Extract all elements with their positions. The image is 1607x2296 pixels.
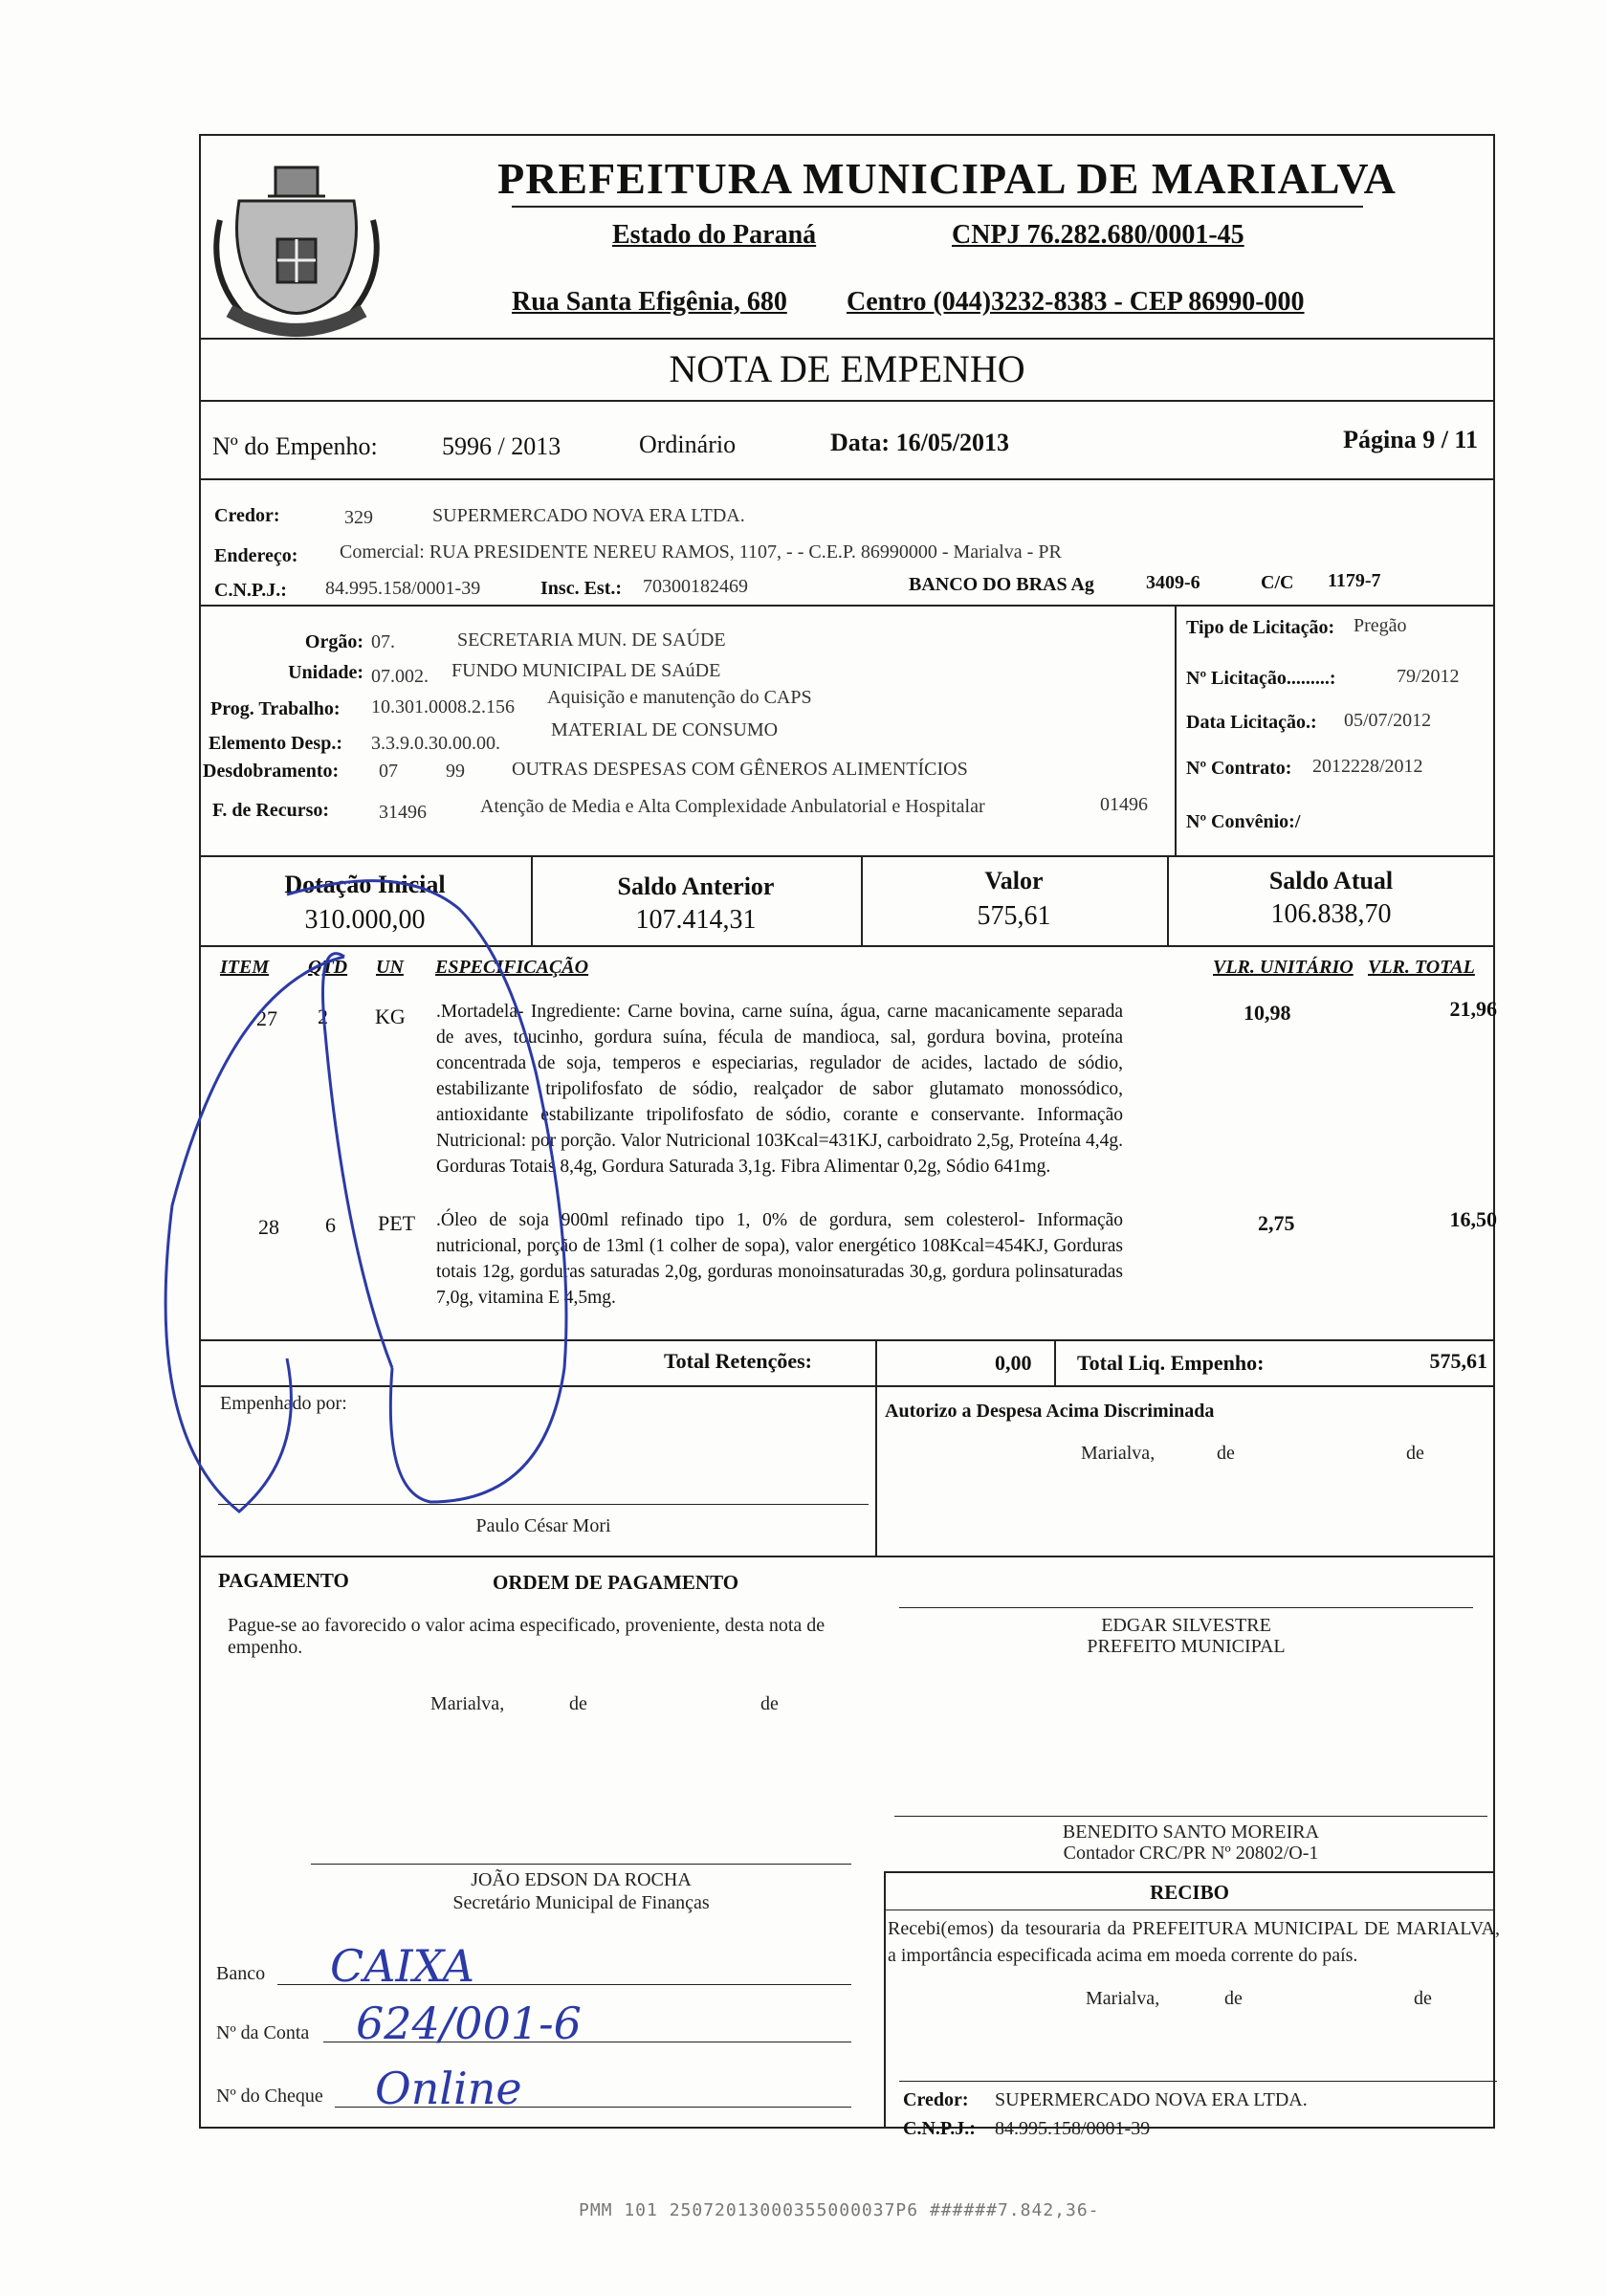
unidade-name: FUNDO MUNICIPAL DE SAúDE: [451, 660, 721, 681]
prog-name: Aquisição e manutenção do CAPS: [547, 687, 812, 708]
prog-code: 10.301.0008.2.156: [371, 696, 515, 718]
recurso-number: 01496: [1100, 794, 1148, 815]
licitacao-number: 79/2012: [1397, 666, 1460, 687]
empenho-label: Nº do Empenho:: [212, 432, 378, 460]
total-liq-value: 575,61: [1429, 1349, 1487, 1373]
orgao-code: 07.: [371, 631, 395, 652]
recurso-label: F. de Recurso:: [212, 800, 330, 821]
elemento-label: Elemento Desp.:: [209, 733, 342, 754]
secretario-title: Secretário Municipal de Finanças: [452, 1892, 710, 1913]
recibo-credor-name: SUPERMERCADO NOVA ERA LTDA.: [995, 2089, 1308, 2110]
empenhado-name: Paulo César Mori: [475, 1515, 611, 1536]
recibo-text: Recebi(emos) da tesouraria da PREFEITURA MUNICIPAL DE MARIALVA, a importância especificada acima em moeda corrente do país.: [888, 1918, 1500, 1966]
cnpj-label: C.N.P.J.:: [214, 580, 287, 601]
item-28-total: 16,50: [1449, 1207, 1497, 1231]
credor-label: Credor:: [214, 505, 280, 526]
recibo-cnpj-value: 84.995.158/0001-39: [995, 2118, 1151, 2139]
item-27-qty: 2: [318, 1004, 328, 1028]
desdobramento-a: 07: [379, 761, 398, 782]
retencoes-label: Total Retenções:: [664, 1349, 812, 1373]
saldo-atual-value: 106.838,70: [1270, 899, 1392, 929]
title-underline: [512, 206, 1363, 208]
page-number: Página 9 / 11: [1343, 426, 1478, 453]
bank-agency: 3409-6: [1146, 572, 1200, 593]
valor-value: 575,61: [977, 901, 1051, 931]
licitacao-type-label: Tipo de Licitação:: [1186, 617, 1335, 638]
cc-value: 1179-7: [1328, 570, 1381, 591]
convenio-label: Nº Convênio:/: [1186, 811, 1301, 832]
saldo-anterior-value: 107.414,31: [635, 905, 757, 935]
empenhado-label: Empenhado por:: [220, 1393, 347, 1414]
endereco-label: Endereço:: [214, 545, 298, 566]
bank-name: BANCO DO BRAS Ag: [909, 574, 1094, 595]
address-street: Rua Santa Efigênia, 680: [512, 287, 787, 317]
recibo-title: RECIBO: [1150, 1881, 1229, 1904]
empenho-type: Ordinário: [639, 430, 737, 458]
col-un: UN: [376, 957, 404, 978]
licitacao-number-label: Nº Licitação.........:: [1186, 668, 1336, 689]
secretario-name: JOÃO EDSON DA ROCHA: [471, 1869, 692, 1890]
autorizo-text: Autorizo a Despesa Acima Discriminada: [885, 1401, 1215, 1422]
municipality-cnpj: CNPJ 76.282.680/0001-45: [952, 220, 1244, 250]
contador-title: Contador CRC/PR Nº 20802/O-1: [1063, 1843, 1319, 1864]
unidade-label: Unidade:: [288, 662, 363, 683]
elemento-code: 3.3.9.0.30.00.00.: [371, 733, 500, 754]
licitacao-type: Pregão: [1354, 615, 1407, 636]
secretario-signature-line: [311, 1864, 851, 1865]
dotacao-inicial-label: Dotação Inicial: [284, 871, 446, 898]
licitacao-date: 05/07/2012: [1344, 710, 1432, 731]
contador-name: BENEDITO SANTO MOREIRA: [1062, 1821, 1320, 1843]
valor-label: Valor: [984, 867, 1044, 894]
empenhado-signature-line: [218, 1504, 869, 1505]
elemento-name: MATERIAL DE CONSUMO: [551, 719, 779, 740]
item-28-description: .Óleo de soja 900ml refinado tipo 1, 0% de gordura, sem colesterol- Informação nutricional, porção de 13ml (1 colher de sopa), valor energético 108Kcal=454KJ, Gorduras totais 12g, gorduras saturadas 2,0g, gorduras monoinsaturadas 30,g, gordura polinsaturadas 7,0g, vitamina E 4,5mg.: [436, 1210, 1123, 1308]
item-27-unit: KG: [375, 1004, 406, 1028]
recibo-signature-line: [899, 2081, 1497, 2082]
licitacao-date-label: Data Licitação.:: [1186, 712, 1317, 733]
recibo-cnpj-label: C.N.P.J.:: [903, 2118, 976, 2139]
saldo-atual-label: Saldo Atual: [1268, 867, 1394, 894]
pagamento-label: PAGAMENTO: [218, 1569, 349, 1592]
empenho-date: Data: 16/05/2013: [830, 429, 1010, 456]
orgao-name: SECRETARIA MUN. DE SAÚDE: [457, 629, 726, 651]
credor-cnpj: 84.995.158/0001-39: [325, 578, 481, 599]
municipality-title: PREFEITURA MUNICIPAL DE MARIALVA: [497, 154, 1397, 203]
insc-value: 70300182469: [643, 576, 748, 597]
recibo-de-1: de: [1224, 1988, 1243, 2009]
recurso-code: 31496: [379, 802, 427, 823]
contador-signature-line: [894, 1816, 1487, 1817]
pague-se-text: Pague-se ao favorecido o valor acima especificado, proveniente, desta nota de empenho.: [228, 1615, 826, 1658]
conta-label: Nº da Conta: [216, 2022, 310, 2043]
item-28-number: 28: [258, 1215, 279, 1239]
autorizo-de-1: de: [1217, 1443, 1235, 1464]
col-qtd: QTD: [308, 957, 348, 978]
banco-label: Banco: [216, 1963, 266, 1984]
col-especificacao: ESPECIFICAÇÃO: [435, 957, 589, 978]
recibo-de-2: de: [1414, 1988, 1432, 2009]
pagamento-de-2: de: [760, 1693, 779, 1714]
autorizo-city: Marialva,: [1081, 1443, 1156, 1464]
item-28-qty: 6: [325, 1213, 336, 1237]
col-vlr-unitario: VLR. UNITÁRIO: [1213, 957, 1354, 978]
insc-label: Insc. Est.:: [540, 578, 623, 599]
saldo-anterior-label: Saldo Anterior: [617, 872, 775, 900]
item-27-description: .Mortadela- Ingrediente: Carne bovina, carne suína, água, carne macanicamente separada de aves, toucinho, gordura suína, fécula de mandioca, sal, gordura bovina, proteína concentrada de soja, temperos e especiarias, regulador de acides, lactado de sódio, estabilizante tripolifosfato de sódio, realçador de sabor glutamato monossódico, antioxidante estabilizante tripolifosfato de sódio, corante e conservante. Informação Nutricional: por porção. Valor Nutricional 103Kcal=431KJ, carboidrato 2,5g, Proteína 4,4g. Gorduras Totais 8,4g, Gordura Saturada 3,1g. Fibra Alimentar 0,2g, Sódio 641mg.: [436, 1002, 1123, 1177]
recibo-city: Marialva,: [1086, 1988, 1160, 2009]
item-27-total: 21,96: [1449, 997, 1497, 1021]
orgao-label: Orgão:: [304, 631, 363, 652]
item-28-unit: PET: [378, 1211, 416, 1235]
retencoes-value: 0,00: [995, 1351, 1032, 1375]
footer-authentication-code: PMM 101 25072013000355000037P6 ######7.842,36-: [579, 2200, 1100, 2220]
document-title: NOTA DE EMPENHO: [669, 347, 1025, 390]
cheque-handwritten: Online: [375, 2063, 522, 2114]
recibo-credor-label: Credor:: [903, 2089, 969, 2110]
conta-handwritten: 624/001-6: [356, 1998, 582, 2049]
credor-name: SUPERMERCADO NOVA ERA LTDA.: [432, 505, 745, 526]
credor-code: 329: [344, 507, 373, 528]
desdobramento-b: 99: [446, 761, 465, 782]
item-27-unit-price: 10,98: [1244, 1001, 1291, 1025]
prefeito-title: PREFEITO MUNICIPAL: [1087, 1636, 1286, 1657]
pagamento-city: Marialva,: [430, 1693, 505, 1714]
ordem-pagamento-label: ORDEM DE PAGAMENTO: [493, 1571, 739, 1594]
cheque-label: Nº do Cheque: [216, 2086, 323, 2107]
col-item: ITEM: [220, 957, 270, 978]
prog-label: Prog. Trabalho:: [210, 698, 341, 719]
credor-address: Comercial: RUA PRESIDENTE NEREU RAMOS, 1107, - - C.E.P. 86990000 - Marialva - PR: [340, 541, 1062, 563]
pagamento-de-1: de: [569, 1693, 587, 1714]
item-27-number: 27: [256, 1006, 277, 1030]
unidade-code: 07.002.: [371, 666, 429, 687]
banco-handwritten: CAIXA: [330, 1940, 474, 1992]
dotacao-inicial-value: 310.000,00: [304, 905, 426, 935]
contrato-number: 2012228/2012: [1312, 756, 1423, 777]
address-contact: Centro (044)3232-8383 - CEP 86990-000: [847, 287, 1305, 317]
prefeito-name: EDGAR SILVESTRE: [1101, 1615, 1271, 1636]
state-name: Estado do Paraná: [612, 220, 817, 250]
desdobramento-label: Desdobramento:: [203, 761, 340, 782]
recurso-name: Atenção de Media e Alta Complexidade Anbulatorial e Hospitalar: [480, 796, 985, 817]
col-vlr-total: VLR. TOTAL: [1368, 957, 1475, 978]
item-28-unit-price: 2,75: [1258, 1211, 1295, 1235]
desdobramento-name: OUTRAS DESPESAS COM GÊNEROS ALIMENTÍCIOS: [512, 759, 968, 780]
empenho-number: 5996 / 2013: [442, 432, 561, 460]
contrato-label: Nº Contrato:: [1186, 758, 1292, 779]
cc-label: C/C: [1261, 572, 1294, 593]
autorizo-de-2: de: [1406, 1443, 1424, 1464]
prefeito-signature-line: [899, 1607, 1473, 1608]
total-liq-label: Total Liq. Empenho:: [1077, 1351, 1265, 1375]
